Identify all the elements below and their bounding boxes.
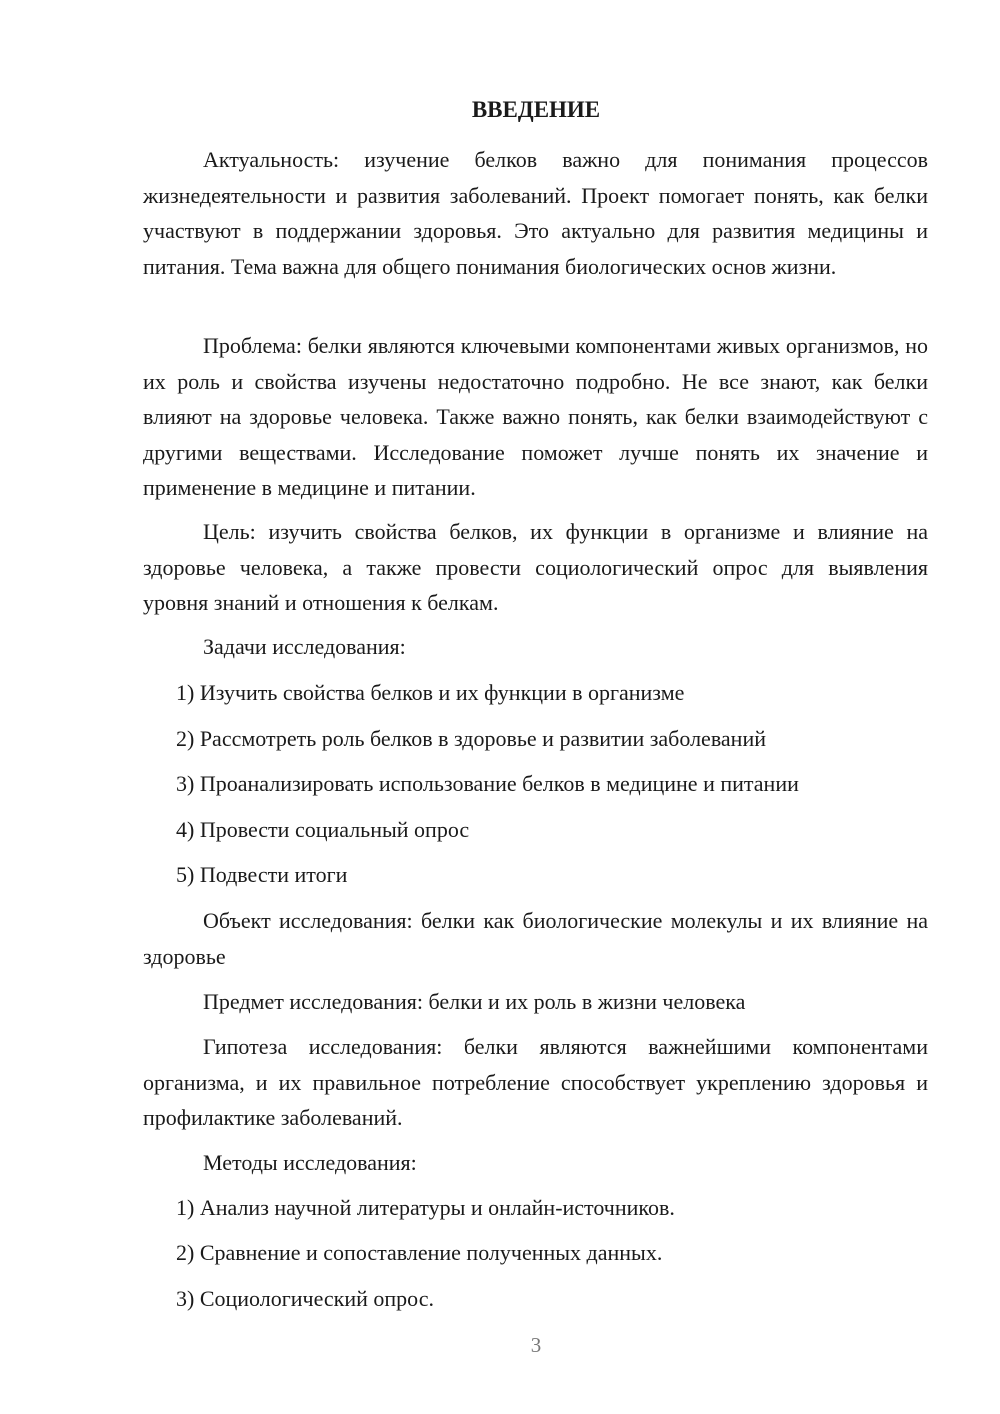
list-item: 3) Проанализировать использование белков в медицине и питании: [176, 771, 799, 796]
page-title: ВВЕДЕНИЕ: [471, 97, 601, 122]
page-number: 3: [530, 1333, 542, 1357]
problem-paragraph: Проблема: белки являются ключевыми компонентами живых организмов, но их роль и свойства изучены недостаточно подробно. Не все знают, как белки влияют на здоровье человека. Также важно понять, как белки взаимодействуют с другими веществами. Исследование поможет лучше понять их значение и применение в медицине и питании.: [143, 333, 928, 500]
list-item: 1) Изучить свойства белков и их функции в организме: [176, 680, 685, 705]
methods-title: Методы исследования:: [203, 1150, 417, 1175]
hypothesis-paragraph: Гипотеза исследования: белки являются важнейшими компонентами организма, и их правильное потребление способствует укреплению здоровья и профилактике заболеваний.: [143, 1034, 928, 1130]
list-item: 4) Провести социальный опрос: [176, 817, 470, 842]
list-item: 2) Рассмотреть роль белков в здоровье и развитии заболеваний: [176, 726, 767, 751]
tasks-title: Задачи исследования:: [203, 634, 406, 659]
relevance-paragraph: Актуальность: изучение белков важно для понимания процессов жизнедеятельности и развития заболеваний. Проект помогает понять, как белки участвуют в поддержании здоровья. Это актуально для развития медицины и питания. Тема важна для общего понимания биологических основ жизни.: [143, 147, 928, 279]
list-item: 2) Сравнение и сопоставление полученных данных.: [176, 1240, 663, 1265]
goal-paragraph: Цель: изучить свойства белков, их функции в организме и влияние на здоровье человека, а также провести социологический опрос для выявления уровня знаний и отношения к белкам.: [143, 519, 928, 615]
subject-paragraph: Предмет исследования: белки и их роль в жизни человека: [203, 989, 746, 1014]
list-item: 3) Социологический опрос.: [176, 1286, 434, 1311]
list-item: 1) Анализ научной литературы и онлайн-источников.: [176, 1195, 675, 1220]
list-item: 5) Подвести итоги: [176, 862, 348, 887]
object-paragraph: Объект исследования: белки как биологические молекулы и их влияние на здоровье: [143, 908, 928, 969]
